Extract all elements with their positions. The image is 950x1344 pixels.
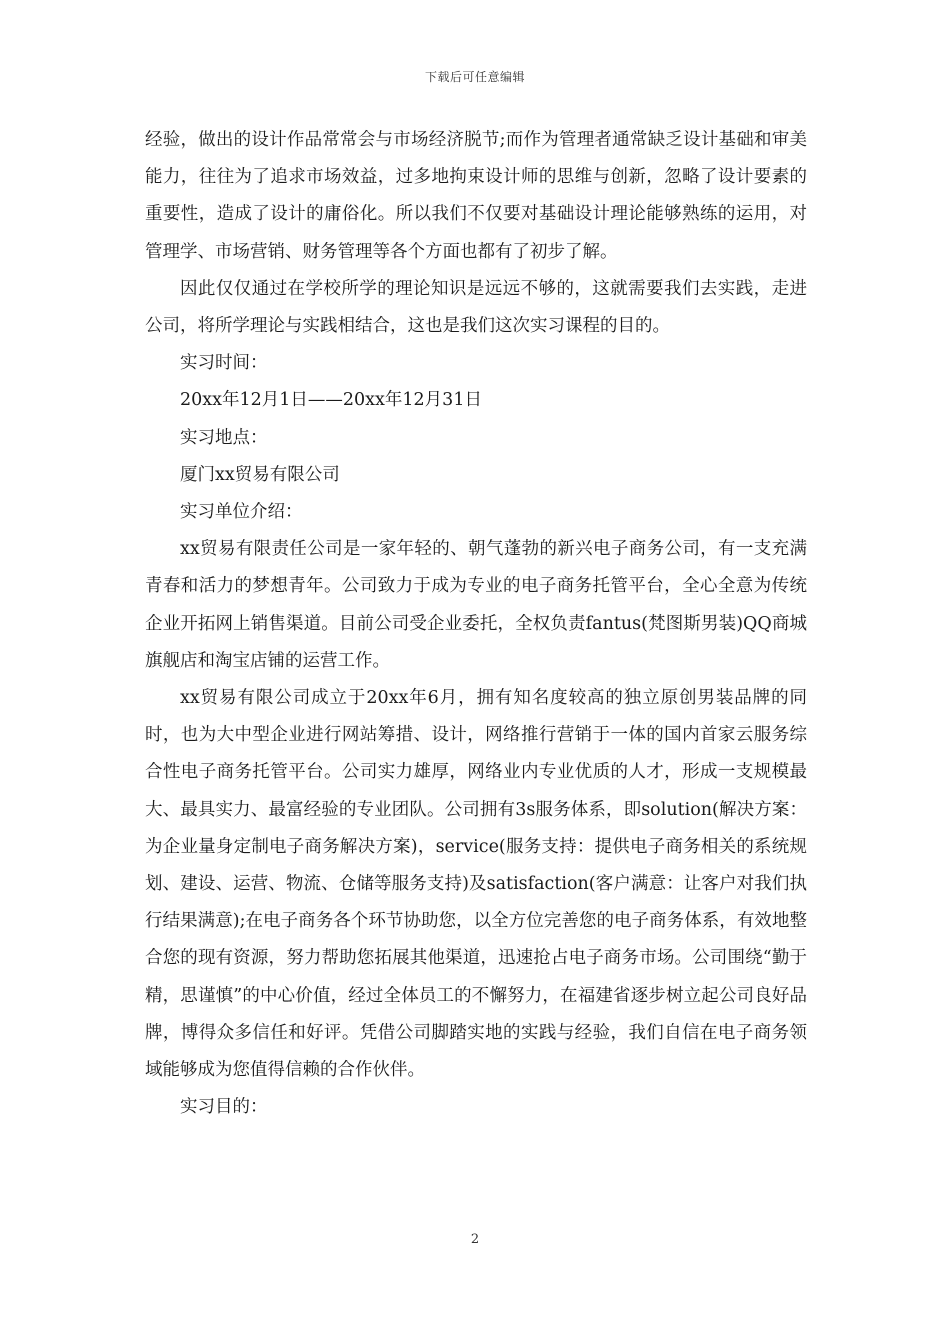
- internship-date-range: 20xx年12月1日——20xx年12月31日: [180, 390, 482, 411]
- paragraph-company-intro: xx贸易有限责任公司是一家年轻的、朝气蓬勃的新兴电子商务公司，有一支充满青春和活力的梦想青年。公司致力于成为专业的电子商务托管平台，全心全意为传统企业开拓网上销售渠道。目前公司受企业委托，全权负责fantus(梵图斯男装)QQ商城旗舰店和淘宝店铺的运营工作。: [145, 539, 807, 671]
- internship-company-name: 厦门xx贸易有限公司: [180, 464, 340, 485]
- heading-internship-goal: 实习目的：: [180, 1097, 268, 1118]
- header-note: 下载后可任意编辑: [424, 70, 525, 84]
- paragraph-company-details: xx贸易有限公司成立于20xx年6月，拥有知名度较高的独立原创男装品牌的同时，也为大中型企业进行网站筹措、设计，网络推行营销于一体的国内首家云服务综合性电子商务托管平台。公司实力雄厚，网络业内专业优质的人才，形成一支规模最大、最具实力、最富经验的专业团队。公司拥有3s服务体系，即solution(解决方案：为企业量身定制电子商务解决方案)，service(服务支持：提供电子商务相关的系统规划、建设、运营、物流、仓储等服务支持)及satisfaction(客户满意：让客户对我们执行结果满意);在电子商务各个环节协助您，以全方位完善您的电子商务体系，有效地整合您的现有资源，努力帮助您拓展其他渠道，迅速抢占电子商务市场。公司围绕“勤于精，思谨慎”的中心价值，经过全体员工的不懈努力，在福建省逐步树立起公司良好品牌，博得众多信任和好评。凭借公司脚踏实地的实践与经验，我们自信在电子商务领域能够成为您值得信赖的合作伙伴。: [145, 688, 807, 1081]
- document-body: [145, 122, 807, 1126]
- paragraph-continued-experience: 经验，做出的设计作品常常会与市场经济脱节;而作为管理者通常缺乏设计基础和审美能力，往往为了追求市场效益，过多地拘束设计师的思维与创新，忽略了设计要素的重要性，造成了设计的庸俗化。所以我们不仅要对基础设计理论能够熟练的运用，对管理学、市场营销、财务管理等各个方面也都有了初步了解。: [145, 130, 807, 262]
- page-number: 2: [470, 1232, 480, 1247]
- heading-internship-location: 实习地点：: [180, 427, 268, 448]
- heading-company-introduction: 实习单位介绍：: [180, 502, 303, 523]
- heading-internship-time: 实习时间：: [180, 353, 268, 374]
- paragraph-practice-purpose: 因此仅仅通过在学校所学的理论知识是远远不够的，这就需要我们去实践，走进公司，将所学理论与实践相结合，这也是我们这次实习课程的目的。: [145, 278, 807, 337]
